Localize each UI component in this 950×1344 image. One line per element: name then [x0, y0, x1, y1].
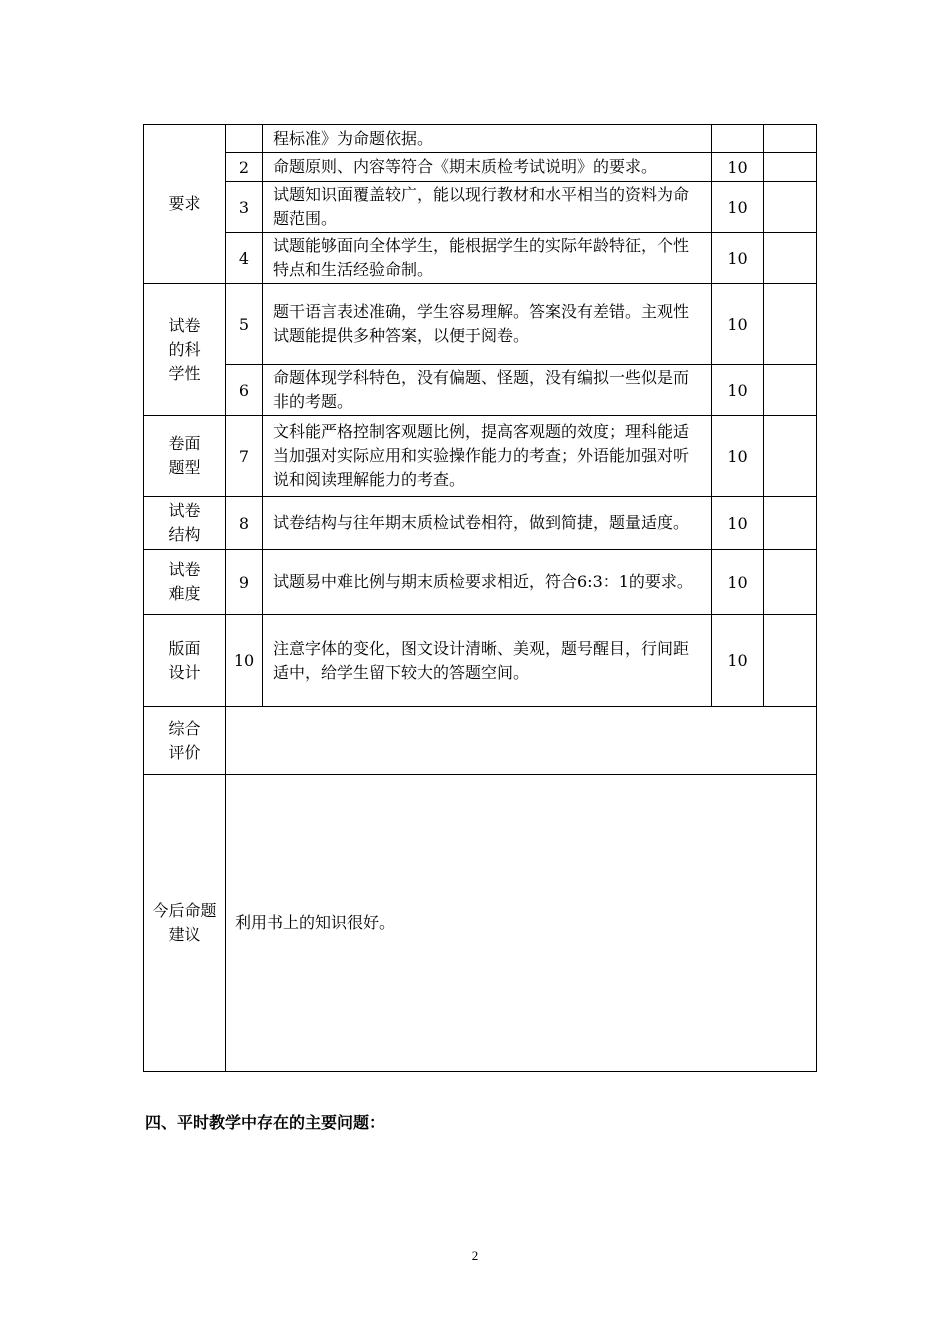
rating-cell	[764, 125, 817, 153]
item-number	[226, 125, 263, 153]
item-text: 题干语言表述准确，学生容易理解。答案没有差错。主观性试题能提供多种答案，以便于阅卷。	[263, 284, 712, 365]
table-row	[144, 615, 817, 707]
category-cell	[144, 125, 226, 284]
category-cell	[144, 416, 226, 497]
table-row	[144, 233, 817, 284]
rating-cell	[764, 182, 817, 233]
category-label: 试卷难度	[168, 560, 201, 603]
table-row	[144, 153, 817, 182]
category-cell	[144, 497, 226, 550]
rating-cell	[764, 615, 817, 707]
item-text: 试题知识面覆盖较广，能以现行教材和水平相当的资料为命题范围。	[263, 182, 712, 233]
section-heading: 四、平时教学中存在的主要问题：	[145, 1113, 386, 1132]
item-number: 8	[226, 497, 263, 550]
item-number: 3	[226, 182, 263, 233]
table-row	[144, 550, 817, 615]
item-score: 10	[712, 233, 764, 284]
category-cell	[144, 550, 226, 615]
item-score: 10	[712, 615, 764, 707]
rating-cell	[764, 284, 817, 365]
category-label: 试卷结构	[168, 501, 201, 544]
table-row	[144, 775, 817, 1072]
item-score: 10	[712, 550, 764, 615]
item-text: 命题体现学科特色，没有偏题、怪题，没有编拟一些似是而非的考题。	[263, 365, 712, 416]
item-text: 命题原则、内容等符合《期末质检考试说明》的要求。	[263, 153, 712, 182]
item-score: 10	[712, 284, 764, 365]
category-cell	[144, 284, 226, 416]
evaluation-table	[143, 124, 817, 1072]
item-number: 9	[226, 550, 263, 615]
item-text: 试题易中难比例与期末质检要求相近，符合6:3：1的要求。	[263, 550, 712, 615]
page-number: 2	[471, 1248, 479, 1263]
item-text: 试题能够面向全体学生，能根据学生的实际年龄特征，个性特点和生活经验命制。	[263, 233, 712, 284]
item-score: 10	[712, 416, 764, 497]
table-row	[144, 125, 817, 153]
item-score: 10	[712, 365, 764, 416]
item-score	[712, 125, 764, 153]
item-number: 6	[226, 365, 263, 416]
category-cell	[144, 707, 226, 775]
item-number: 2	[226, 153, 263, 182]
table-row	[144, 497, 817, 550]
rating-cell	[764, 365, 817, 416]
item-text: 试卷结构与往年期末质检试卷相符，做到简捷，题量适度。	[263, 497, 712, 550]
item-text: 文科能严格控制客观题比例，提高客观题的效度；理科能适当加强对实际应用和实验操作能力的考查；外语能加强对听说和阅读理解能力的考查。	[263, 416, 712, 497]
category-label: 要求	[168, 194, 201, 213]
category-label: 版面设计	[168, 638, 201, 682]
table-row	[144, 182, 817, 233]
advice-value: 利用书上的知识很好。	[226, 775, 817, 1072]
item-text: 注意字体的变化，图文设计清晰、美观，题号醒目，行间距适中，给学生留下较大的答题空间。	[263, 615, 712, 707]
rating-cell	[764, 497, 817, 550]
category-label: 卷面题型	[168, 434, 201, 477]
rating-cell	[764, 233, 817, 284]
item-score: 10	[712, 497, 764, 550]
category-label: 试卷的科学性	[168, 315, 201, 383]
category-cell	[144, 775, 226, 1072]
rating-cell	[764, 153, 817, 182]
item-number: 10	[226, 615, 263, 707]
category-label: 综合评价	[168, 718, 201, 762]
item-number: 4	[226, 233, 263, 284]
table-row	[144, 365, 817, 416]
item-text: 程标准》为命题依据。	[263, 125, 712, 153]
summary-value	[226, 707, 817, 775]
rating-cell	[764, 550, 817, 615]
category-label: 今后命题建议	[152, 901, 217, 944]
item-score: 10	[712, 182, 764, 233]
rating-cell	[764, 416, 817, 497]
item-score: 10	[712, 153, 764, 182]
item-number: 7	[226, 416, 263, 497]
table-row	[144, 284, 817, 365]
table-row	[144, 416, 817, 497]
item-number: 5	[226, 284, 263, 365]
category-cell	[144, 615, 226, 707]
table-row	[144, 707, 817, 775]
